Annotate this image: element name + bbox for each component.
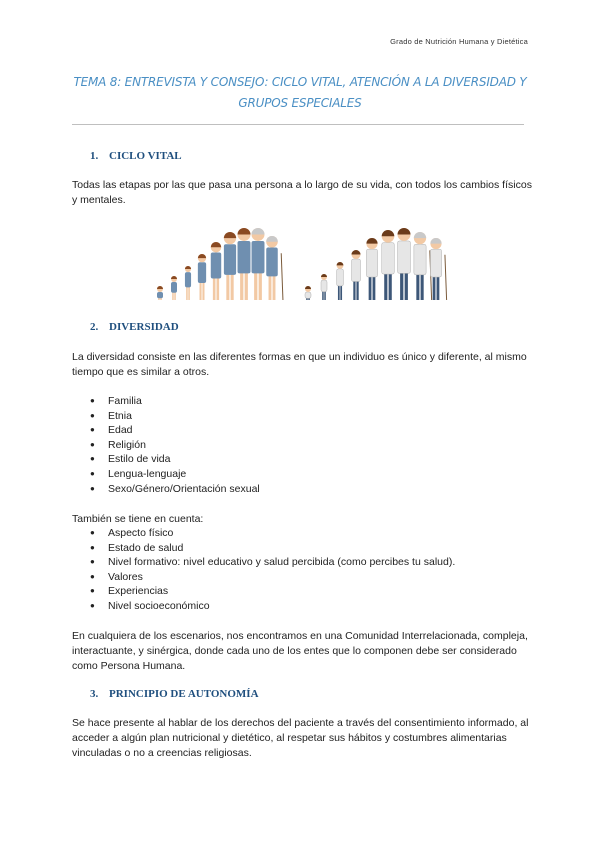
document-header-note: Grado de Nutrición Humana y Dietética (390, 37, 528, 46)
paragraph-diversidad: La diversidad consiste en las diferentes formas en que un individuo es único y diferente, al mismo tiempo que es similar a otros. (72, 351, 527, 378)
person-figure (185, 266, 191, 300)
person-figure (337, 262, 344, 300)
paragraph-comunidad: En cualquiera de los escenarios, nos encontramos en una Comunidad Interrelacionada, compleja, interactuante, y sinérgica, donde cada uno de los entes que lo componen debe ser considerado como Persona Humana. (72, 630, 528, 672)
section-heading-diversidad (90, 321, 179, 333)
list-item: ● Estado de salud (90, 541, 455, 556)
person-figure (266, 236, 283, 300)
list-item: ● Experiencias (90, 584, 455, 599)
person-figure (157, 286, 163, 300)
list-item: ● Familia (90, 394, 260, 409)
section-number: 2. (90, 321, 99, 333)
person-figure (430, 238, 446, 300)
section-title: DIVERSIDAD (109, 321, 179, 333)
person-figure (352, 250, 361, 300)
list-item: ● Estilo de vida (90, 452, 260, 467)
life-cycle-illustration (150, 220, 450, 304)
person-figure (382, 230, 395, 300)
section-heading-ciclo-vital (90, 150, 182, 162)
page-title (72, 72, 528, 114)
list-item: ● Lengua-lenguaje (90, 467, 260, 482)
list-item: ● Valores (90, 570, 455, 585)
list-item: ● Aspecto físico (90, 526, 455, 541)
person-figure (171, 276, 177, 300)
list-intro-text: También se tiene en cuenta: (72, 513, 204, 525)
list-item: ● Nivel formativo: nivel educativo y salud percibida (como percibes tu salud). (90, 555, 455, 570)
section-title: PRINCIPIO DE AUTONOMÍA (109, 688, 259, 700)
page-title-line-2: GRUPOS ESPECIALES (238, 96, 362, 110)
list-item: ● Edad (90, 423, 260, 438)
section-number: 3. (90, 688, 99, 700)
person-figure (414, 232, 432, 300)
page-title-line-1: TEMA 8: ENTREVISTA Y CONSEJO: CICLO VITAL, ATENCIÓN A LA DIVERSIDAD Y (73, 75, 527, 89)
title-divider (72, 124, 524, 125)
list-item: ● Nivel socioeconómico (90, 599, 455, 614)
paragraph-ciclo-vital: Todas las etapas por las que pasa una persona a lo largo de su vida, con todos los cambios físicos y mentales. (72, 179, 532, 206)
list-item: ● Etnia (90, 409, 260, 424)
person-figure (321, 274, 327, 300)
additional-factors-list (90, 526, 455, 614)
person-figure (224, 232, 236, 300)
person-figure (198, 254, 206, 300)
male-life-stages (305, 228, 447, 300)
female-life-stages (157, 228, 283, 300)
person-figure (238, 228, 251, 300)
diversity-factors-list (90, 394, 260, 496)
paragraph-autonomia: Se hace presente al hablar de los derechos del paciente a través del consentimiento informado, al acceder a algún plan nutricional y dietético, al respetar sus hábitos y costumbres alimentarias vinculadas o no a creencias religiosas. (72, 717, 529, 759)
section-number: 1. (90, 150, 99, 162)
section-title: CICLO VITAL (109, 150, 182, 162)
person-figure (366, 238, 377, 300)
person-figure (305, 286, 311, 300)
section-heading-autonomia (90, 688, 259, 700)
list-item: ● Religión (90, 438, 260, 453)
list-item: ● Sexo/Género/Orientación sexual (90, 482, 260, 497)
person-figure (398, 228, 411, 300)
person-figure (211, 242, 221, 300)
